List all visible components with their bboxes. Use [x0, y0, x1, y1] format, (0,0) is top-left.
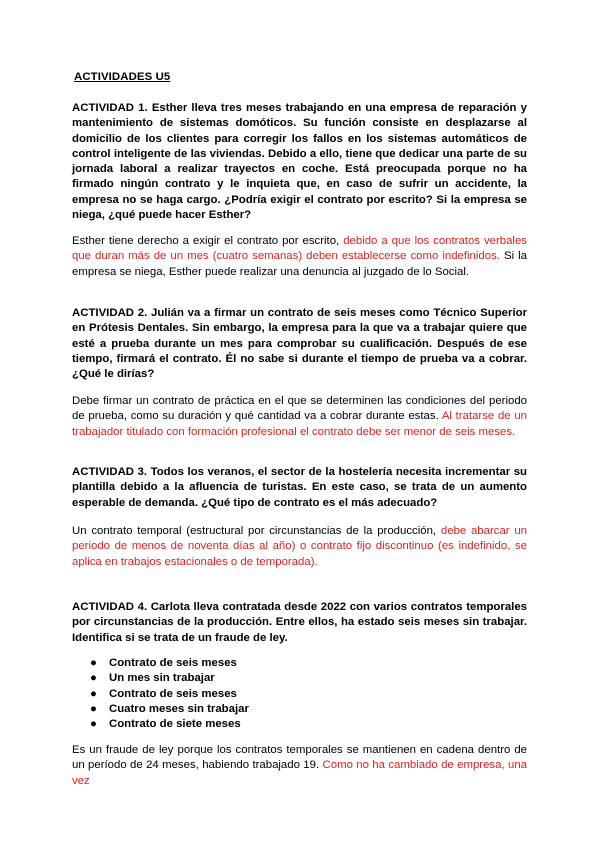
- answer-highlight: debe abarcar un periodo de menos de noventa días al año) o contrato fijo discontinuo (es indefinido, se aplica en trabajos estacionales o de temporada).: [72, 525, 527, 568]
- answer-highlight: Al tratarse de un trabajador titulado con formación profesional el contrato debe ser menor de seis meses.: [72, 410, 527, 438]
- list-item: [72, 717, 249, 732]
- list-item: [72, 671, 249, 686]
- activity-2-question: ACTIVIDAD 2. Julián va a firmar un contrato de seis meses como Técnico Superior en Prótesis Dentales. Sin embargo, la empresa para la que va a trabajar quiere que esté a prueba durante un mes para comprobar su cualificación. Después de ese tiempo, firmará el contrato. Él no sabe si durante el tiempo de prueba va a cobrar. ¿Qué le dirías?: [72, 307, 527, 381]
- activity-1-question: ACTIVIDAD 1. Esther lleva tres meses trabajando en una empresa de reparación y mantenimiento de sistemas domóticos. Su función consiste en desplazarse al domicilio de los clientes para corregir los fallos en los sistemas automáticos de control inteligente de las viviendas. Debido a ello, tiene que dedicar una parte de su jornada laboral a realizar trayectos en coche. Está preocupada porque no ha firmado ningún contrato y le inquieta que, en caso de sufrir un accidente, la empresa no se haga cargo. ¿Podría exigir el contrato por escrito? Si la empresa se niega, ¿qué puede hacer Esther?: [72, 102, 527, 222]
- answer-highlight: debido a que los contratos verbales que duran más de un mes (cuatro semanas) deben establecerse como indefinidos.: [72, 235, 527, 263]
- answer-text: Es un fraude de ley porque los contratos temporales se mantienen en cadena dentro de un período de 24 meses, habiendo trabajado 19.: [72, 744, 527, 772]
- list-item: [72, 702, 249, 717]
- bullet-icon: ●: [90, 657, 97, 669]
- list-item-label: Contrato de seis meses: [109, 687, 237, 700]
- activity-2-answer: [72, 394, 527, 440]
- answer-text: Debe firmar un contrato de práctica en el que se determinen las condiciones del periodo de prueba, como su duración y qué cantidad va a cobrar durante estas.: [72, 395, 527, 423]
- list-item-label: Cuatro meses sin trabajar: [109, 702, 249, 715]
- answer-text: Si la empresa se niega, Esther puede realizar una denuncia al juzgado de lo Social.: [72, 250, 528, 278]
- activity-3-question: ACTIVIDAD 3. Todos los veranos, el sector de la hostelería necesita incrementar su plantilla debido a la afluencia de turistas. En este caso, se trata de un aumento esperable de demanda. ¿Qué tipo de contrato es el más adecuado?: [72, 466, 527, 509]
- bullet-icon: ●: [90, 702, 97, 715]
- list-item-label: Un mes sin trabajar: [109, 672, 215, 685]
- bullet-icon: ●: [90, 718, 97, 731]
- answer-text: Esther tiene derecho a exigir el contrato por escrito,: [72, 235, 344, 247]
- document-title: ACTIVIDADES U5: [74, 71, 171, 83]
- activity-3-answer: [72, 524, 527, 570]
- answer-highlight: Como no ha cambiado de empresa, una vez: [72, 759, 527, 787]
- activity-4-question: ACTIVIDAD 4. Carlota lleva contratada desde 2022 con varios contratos temporales por circunstancias de la producción. Entre ellos, ha estado seis meses sin trabajar. Identifica si se trata de un fraude de ley.: [72, 601, 527, 644]
- list-item-label: Contrato de siete meses: [109, 718, 241, 731]
- bullet-icon: ●: [90, 687, 97, 700]
- bullet-list: [72, 656, 249, 732]
- answer-text: Un contrato temporal (estructural por circunstancias de la producción,: [72, 525, 441, 537]
- list-item: [72, 656, 249, 671]
- activity-4-answer: [72, 743, 527, 789]
- activity-1-answer: [72, 234, 527, 280]
- list-item: [72, 687, 249, 702]
- bullet-icon: ●: [90, 672, 97, 685]
- list-item-label: Contrato de seis meses: [109, 657, 237, 669]
